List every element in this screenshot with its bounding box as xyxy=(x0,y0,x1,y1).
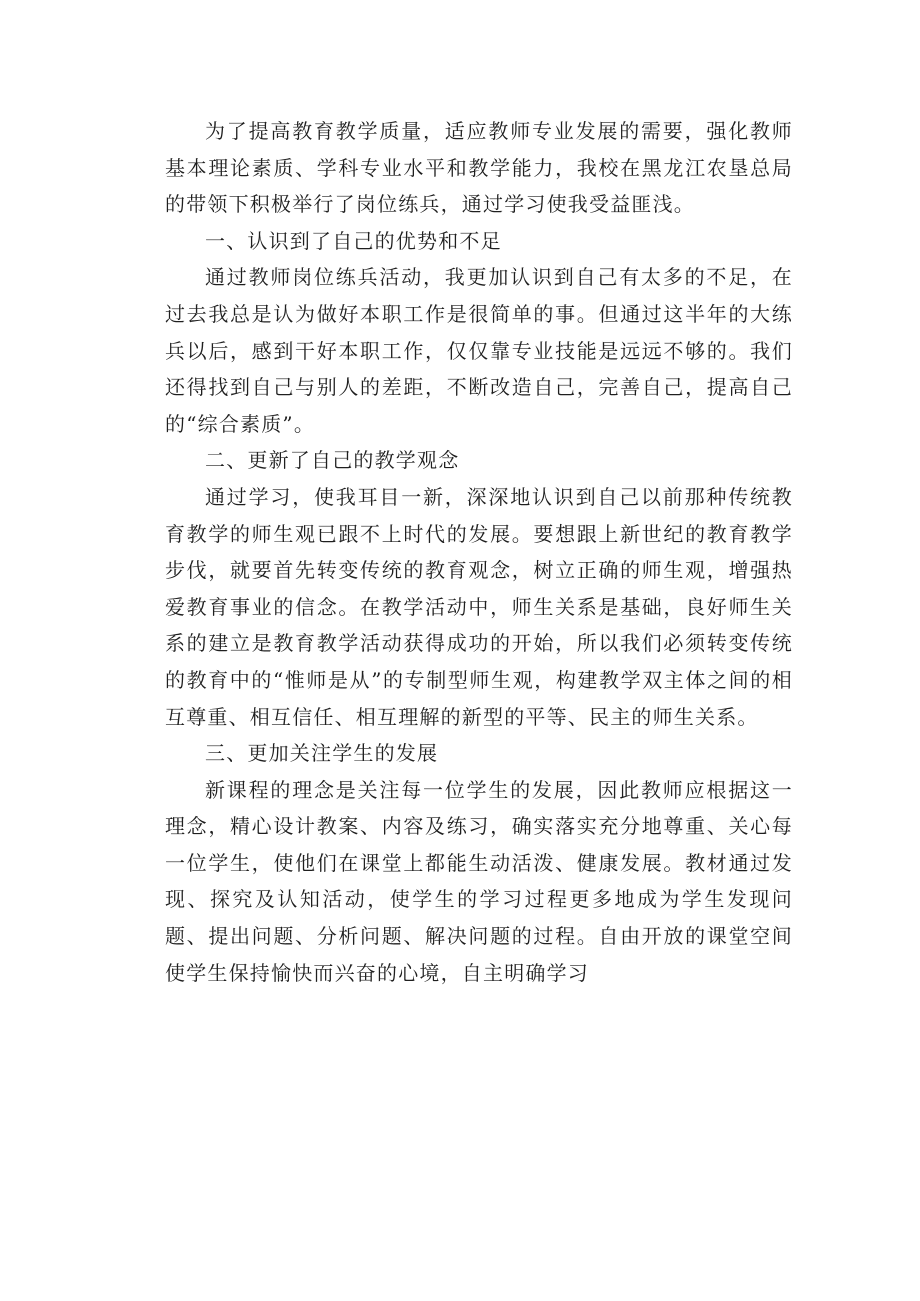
section-3-paragraph: 新课程的理念是关注每一位学生的发展，因此教师应根据这一理念，精心设计教案、内容及练习，确实落实充分地尊重、关心每一位学生，使他们在课堂上都能生动活泼、健康发展。教材通过发现、探究及认知活动，使学生的学习过程更多地成为学生发现问题、提出问题、分析问题、解决问题的过程。自由开放的课堂空间使学生保持愉快而兴奋的心境，自主明确学习 xyxy=(165,777,793,985)
intro-paragraph: 为了提高教育教学质量，适应教师专业发展的需要，强化教师基本理论素质、学科专业水平和教学能力，我校在黑龙江农垦总局的带领下积极举行了岗位练兵，通过学习使我受益匪浅。 xyxy=(165,119,793,217)
section-2-paragraph: 通过学习，使我耳目一新，深深地认识到自己以前那种传统教育教学的师生观已跟不上时代的发展。要想跟上新世纪的教育教学步伐，就要首先转变传统的教育观念，树立正确的师生观，增强热爱教育事业的信念。在教学活动中，师生关系是基础，良好师生关系的建立是教育教学活动获得成功的开始，所以我们必须转变传统的教育中的“惟师是从”的专制型师生观，构建教学双主体之间的相互尊重、相互信任、相互理解的新型的平等、民主的师生关系。 xyxy=(165,484,793,729)
section-heading-1: 一、认识到了自己的优势和不足 xyxy=(205,228,502,253)
section-heading-2: 二、更新了自己的教学观念 xyxy=(205,448,460,473)
document-body xyxy=(165,113,793,991)
section-1-paragraph: 通过教师岗位练兵活动，我更加认识到自己有太多的不足，在过去我总是认为做好本职工作是很简单的事。但通过这半年的大练兵以后，感到干好本职工作，仅仅靠专业技能是远远不够的。我们还得找到自己与别人的差距，不断改造自己，完善自己，提高自己的“综合素质”。 xyxy=(165,265,793,436)
section-heading-3: 三、更加关注学生的发展 xyxy=(205,741,439,766)
